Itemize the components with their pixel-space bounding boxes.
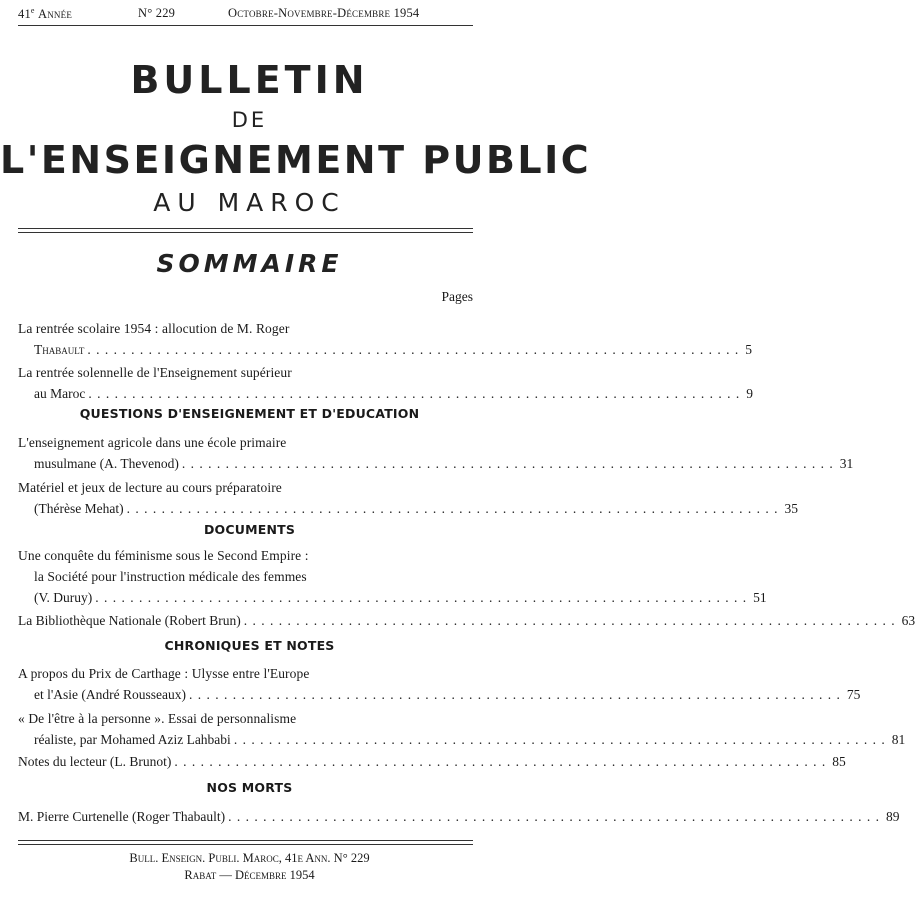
toc-entry-continuation: au Maroc — [34, 386, 86, 401]
toc-entry-page: 9 — [746, 386, 753, 401]
toc-entry-title: Matériel et jeux de lecture au cours préparatoire — [18, 480, 282, 495]
toc-entry-page: 81 — [891, 732, 906, 747]
toc-entry — [18, 751, 846, 772]
edition-label: 41e Année — [18, 6, 73, 22]
masthead-au-maroc: AU MAROC — [153, 188, 346, 217]
header-rule — [18, 25, 473, 26]
toc-entry-title: « De l'être à la personne ». Essai de personnalisme — [18, 711, 297, 726]
toc-entry-page: 75 — [846, 687, 861, 702]
section-questions: QUESTIONS D'ENSEIGNEMENT ET D'EDUCATION — [79, 406, 420, 421]
toc-entry-page: 35 — [784, 501, 798, 516]
toc-entry — [18, 708, 906, 750]
toc-entry-page: 31 — [839, 456, 854, 471]
section-chroniques: CHRONIQUES ET NOTES — [164, 638, 335, 653]
toc-entry-continuation: réaliste, par Mohamed Aziz Lahbabi — [34, 732, 231, 747]
toc-entry-continuation: musulmane (A. Thevenod) — [34, 456, 179, 471]
toc-entry — [18, 477, 798, 519]
toc-entry-title: La rentrée solennelle de l'Enseignement supérieur — [18, 365, 292, 380]
toc-entry — [18, 362, 753, 404]
toc-entry-title: La rentrée scolaire 1954 : allocution de M. Roger — [18, 321, 290, 336]
section-documents: DOCUMENTS — [203, 522, 296, 537]
toc-entry-continuation: (V. Duruy) — [34, 590, 93, 605]
toc-entry — [18, 806, 900, 827]
toc-entry-author: Thabault — [34, 342, 85, 357]
toc-entry-title: L'enseignement agricole dans une école primaire — [18, 435, 287, 450]
toc-entry-continuation: et l'Asie (André Rousseaux) — [34, 687, 187, 702]
toc-entry-title: M. Pierre Curtenelle (Roger Thabault) — [18, 809, 226, 824]
toc-entry-page: 89 — [885, 809, 900, 824]
masthead-rule-2 — [18, 232, 473, 233]
toc-entry — [18, 663, 861, 705]
toc-entry-title: La Bibliothèque Nationale (Robert Brun) — [18, 613, 241, 628]
toc-entry — [18, 318, 753, 360]
toc-entry-page: 85 — [832, 754, 846, 769]
toc-entry-continuation: (Thérèse Mehat) — [34, 501, 124, 516]
toc-entry-title-continued: la Société pour l'instruction médicale des femmes — [34, 569, 307, 584]
toc-entry-page: 63 — [901, 613, 915, 628]
masthead-de: DE — [231, 108, 268, 132]
toc-entry-page: 5 — [745, 342, 753, 357]
footer-place-date: Rabat — Décembre 1954 — [184, 868, 315, 882]
toc-entry-title: Une conquête du féminisme sous le Second Empire : — [18, 548, 309, 563]
masthead-enseignement-public: L'ENSEIGNEMENT PUBLIC — [0, 138, 592, 182]
toc-entry — [18, 545, 767, 608]
pages-label: Pages — [441, 289, 473, 304]
issue-date: Octobre-Novembre-Décembre 1954 — [228, 6, 420, 20]
masthead-rule-1 — [18, 228, 473, 229]
footer-rule-2 — [18, 844, 473, 845]
toc-entry-title: A propos du Prix de Carthage : Ulysse entre l'Europe — [18, 666, 310, 681]
section-nos-morts: NOS MORTS — [206, 780, 293, 795]
footer-rule-1 — [18, 840, 473, 841]
toc-entry-title: Notes du lecteur (L. Brunot) — [18, 754, 172, 769]
issue-number: N° 229 — [138, 6, 176, 20]
toc-entry — [18, 610, 915, 631]
toc-entry — [18, 432, 854, 474]
toc-entry-page: 51 — [753, 590, 767, 605]
sommaire-title: SOMMAIRE — [156, 249, 343, 278]
masthead-bulletin: BULLETIN — [130, 58, 369, 102]
footer-citation: Bull. Enseign. Publi. Maroc, 41e Ann. N° 229 — [129, 851, 370, 865]
